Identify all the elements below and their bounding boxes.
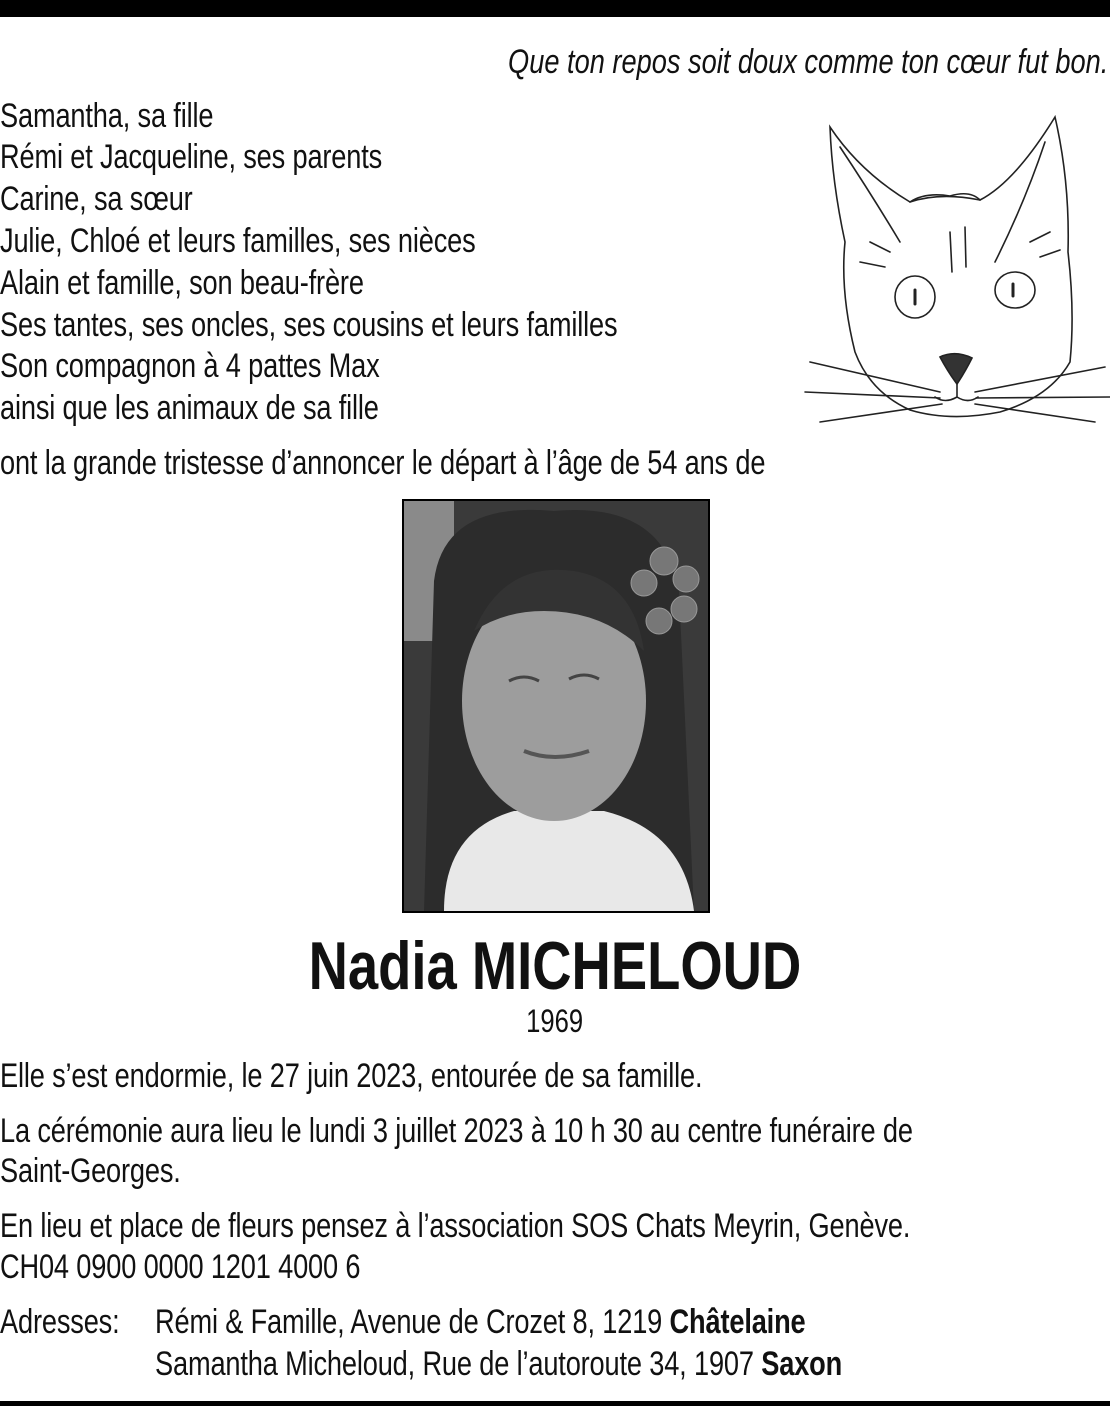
family-line: Samantha, sa fille [0,97,214,135]
family-line: Carine, sa sœur [0,180,193,218]
iban: CH04 0900 0000 1201 4000 6 [0,1248,361,1286]
birth-year-text: 1969 [526,1003,584,1039]
epigraph: Que ton repos soit doux comme ton cœur fut bon. [507,43,1108,81]
cat-sketch-illustration [800,92,1110,432]
ceremony-line-2: Saint-Georges. [0,1152,181,1190]
top-rule [0,0,1110,17]
death-notice: Elle s’est endormie, le 27 juin 2023, entourée de sa famille. [0,1057,703,1095]
ceremony-line-1: La cérémonie aura lieu le lundi 3 juillet 2023 à 10 h 30 au centre funéraire de [0,1112,913,1150]
family-line: Julie, Chloé et leurs familles, ses nièces [0,222,476,260]
family-line: Alain et famille, son beau-frère [0,264,364,302]
address-2-text: Samantha Micheloud, Rue de l’autoroute 34, 1907 [155,1345,754,1383]
address-1 [155,1302,806,1342]
portrait-photo [402,499,710,913]
family-line: ainsi que les animaux de sa fille [0,389,379,427]
family-line: Son compagnon à 4 pattes Max [0,347,380,385]
donation-line: En lieu et place de fleurs pensez à l’association SOS Chats Meyrin, Genève. [0,1207,911,1245]
address-1-city: Châtelaine [669,1303,806,1341]
birth-year [0,1002,1110,1040]
bottom-rule [0,1401,1110,1406]
family-line: Ses tantes, ses oncles, ses cousins et leurs familles [0,306,618,344]
deceased-name-text: Nadia MICHELOUD [308,928,802,1004]
address-2 [155,1344,842,1384]
portrait-image [404,501,708,911]
deceased-name [0,928,1110,1004]
announcement: ont la grande tristesse d’annoncer le départ à l’âge de 54 ans de [0,444,766,482]
address-1-text: Rémi & Famille, Avenue de Crozet 8, 1219 [155,1303,663,1341]
address-2-city: Saxon [761,1345,843,1383]
addresses-label: Adresses: [0,1303,120,1341]
family-line: Rémi et Jacqueline, ses parents [0,138,383,176]
